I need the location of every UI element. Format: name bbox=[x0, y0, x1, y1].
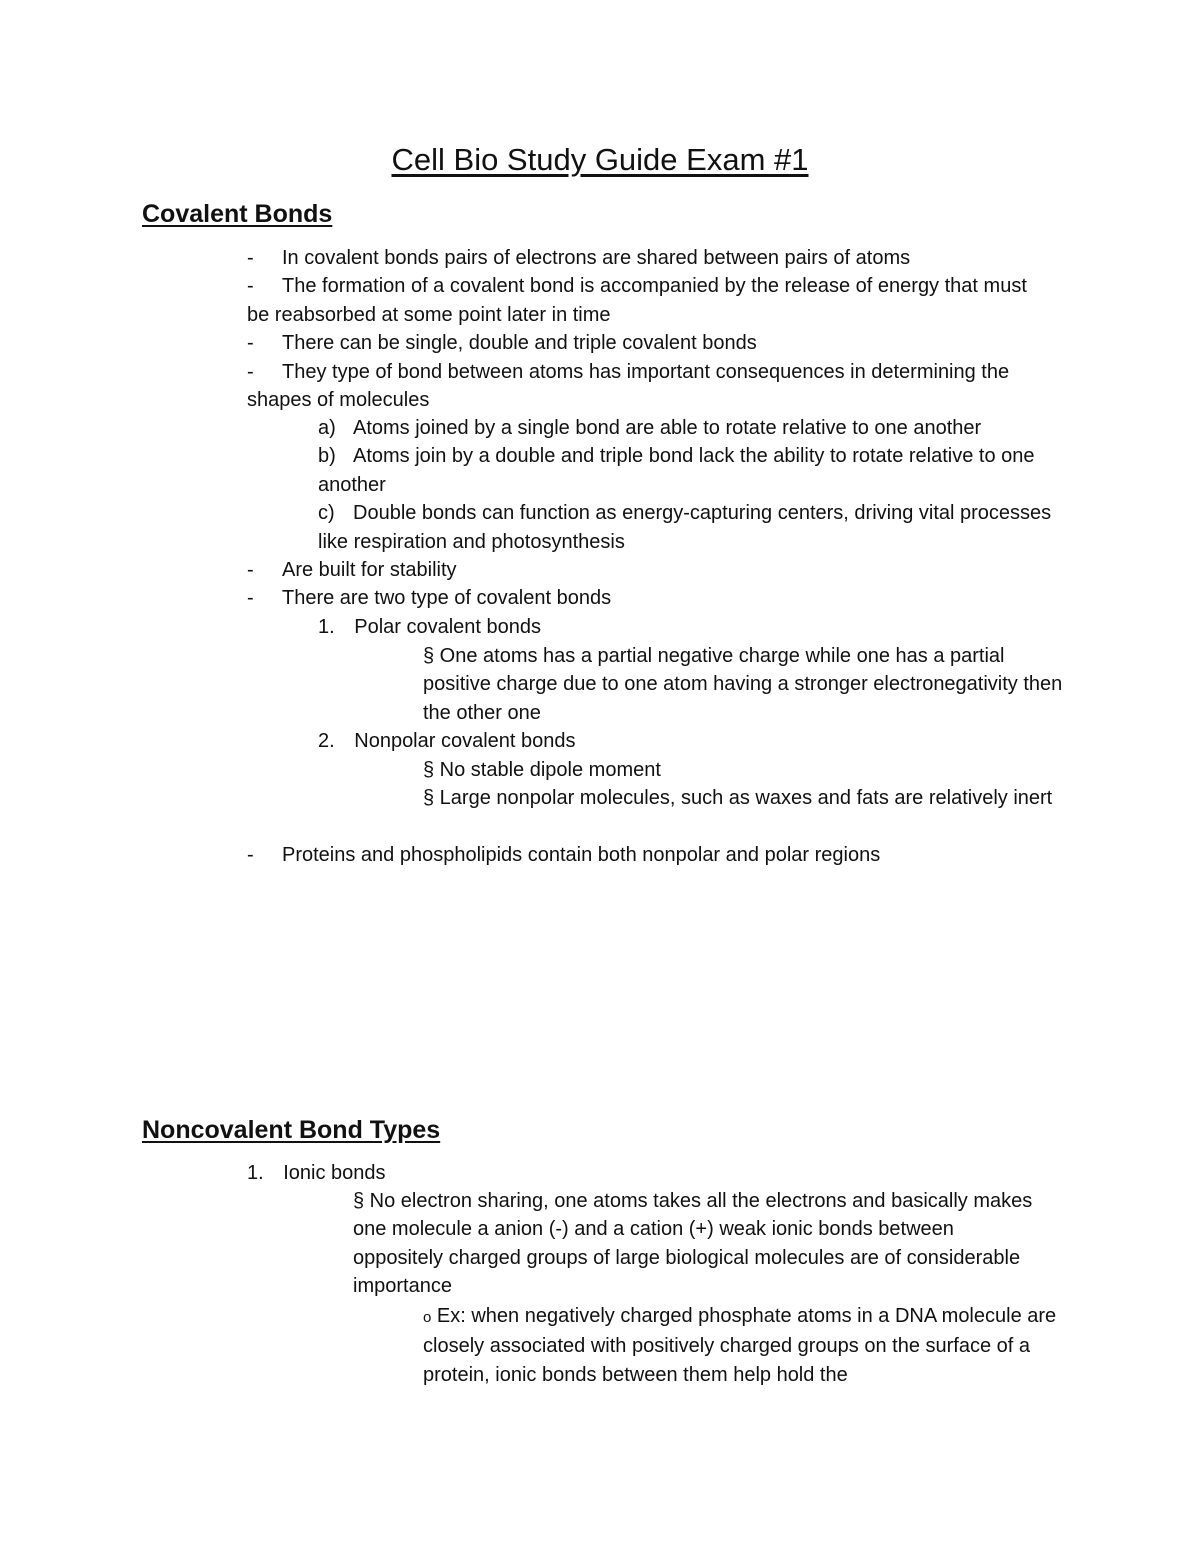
dash-marker: - bbox=[247, 844, 254, 866]
lettered-text: Atoms join by a double and triple bond lack the ability to rotate relative to one another bbox=[318, 445, 1035, 496]
section-heading-covalent: Covalent Bonds bbox=[142, 200, 333, 228]
covalent-bullets-bottom bbox=[247, 841, 1047, 869]
bullet-text: The formation of a covalent bond is accompanied by the release of energy that must be reabsorbed at some point later in time bbox=[247, 275, 1027, 326]
bullet-text: They type of bond between atoms has important consequences in determining the shapes of molecules bbox=[247, 360, 1010, 412]
bullet-item bbox=[247, 244, 1047, 272]
number-label: 1. bbox=[318, 616, 335, 638]
section-point: § No electron sharing, one atoms takes all the electrons and basically makes one molecule a anion (-) and a cation (+) weak ionic bonds between oppositely charged groups of large biological molecules are of considerable importance bbox=[353, 1190, 1033, 1298]
section-point: § One atoms has a partial negative charge while one has a partial positive charge due to one atom having a stronger electronegativity then the other one bbox=[423, 645, 1063, 724]
lettered-text: Double bonds can function as energy-capturing centers, driving vital processes like respiration and photosynthesis bbox=[318, 502, 1052, 553]
ionic-point bbox=[353, 1187, 1043, 1301]
number-label: 2. bbox=[318, 730, 335, 752]
bullet-text: There are two type of covalent bonds bbox=[282, 587, 612, 610]
dash-marker: - bbox=[247, 332, 254, 355]
nonpolar-points bbox=[423, 756, 1063, 813]
type-item-polar bbox=[318, 613, 1018, 641]
bullet-item bbox=[247, 272, 1047, 329]
type-name: Nonpolar covalent bonds bbox=[354, 730, 576, 752]
lettered-text: Atoms joined by a single bond are able to rotate relative to one another bbox=[353, 417, 982, 439]
bullet-text: There can be single, double and triple covalent bonds bbox=[282, 332, 757, 355]
section-heading-noncovalent: Noncovalent Bond Types bbox=[142, 1116, 441, 1144]
bullet-item bbox=[247, 358, 1047, 415]
bullet-item bbox=[247, 841, 1047, 869]
bullet-text: Proteins and phospholipids contain both nonpolar and polar regions bbox=[282, 844, 881, 866]
dash-marker: - bbox=[247, 247, 254, 269]
section-point: § Large nonpolar molecules, such as waxes and fats are relatively inert bbox=[423, 787, 1053, 810]
bullet-text: In covalent bonds pairs of electrons are shared between pairs of atoms bbox=[282, 247, 911, 269]
letter-label: c) bbox=[318, 502, 335, 525]
lettered-item bbox=[318, 414, 1058, 442]
bullet-item bbox=[247, 329, 1047, 357]
lettered-list bbox=[318, 414, 1058, 556]
bullet-item bbox=[247, 556, 1047, 584]
bullet-item bbox=[247, 584, 1047, 612]
item-name: Ionic bonds bbox=[283, 1162, 386, 1184]
dash-marker: - bbox=[247, 587, 254, 610]
bullet-text: Are built for stability bbox=[282, 559, 457, 581]
section-point: § No stable dipole moment bbox=[423, 759, 661, 781]
example-text: Ex: when negatively charged phosphate atoms in a DNA molecule are closely associated with positively charged groups on the surface of a protein, ionic bonds between them help hold the bbox=[423, 1305, 1057, 1386]
number-label: 1. bbox=[247, 1162, 264, 1184]
letter-label: a) bbox=[318, 417, 336, 439]
lettered-item bbox=[318, 442, 1058, 499]
dash-marker: - bbox=[247, 360, 254, 383]
type-item-nonpolar bbox=[318, 727, 1018, 755]
page-title: Cell Bio Study Guide Exam #1 bbox=[391, 142, 809, 177]
covalent-bullets-top bbox=[247, 244, 1047, 414]
ionic-item bbox=[247, 1159, 947, 1187]
dash-marker: - bbox=[247, 275, 254, 298]
lettered-item bbox=[318, 499, 1058, 556]
polar-points bbox=[423, 642, 1063, 727]
circle-bullet: o bbox=[423, 1309, 432, 1326]
type-name: Polar covalent bonds bbox=[354, 616, 542, 638]
dash-marker: - bbox=[247, 559, 254, 581]
covalent-bullets-middle bbox=[247, 556, 1047, 613]
ionic-example bbox=[423, 1302, 1063, 1389]
letter-label: b) bbox=[318, 445, 336, 468]
